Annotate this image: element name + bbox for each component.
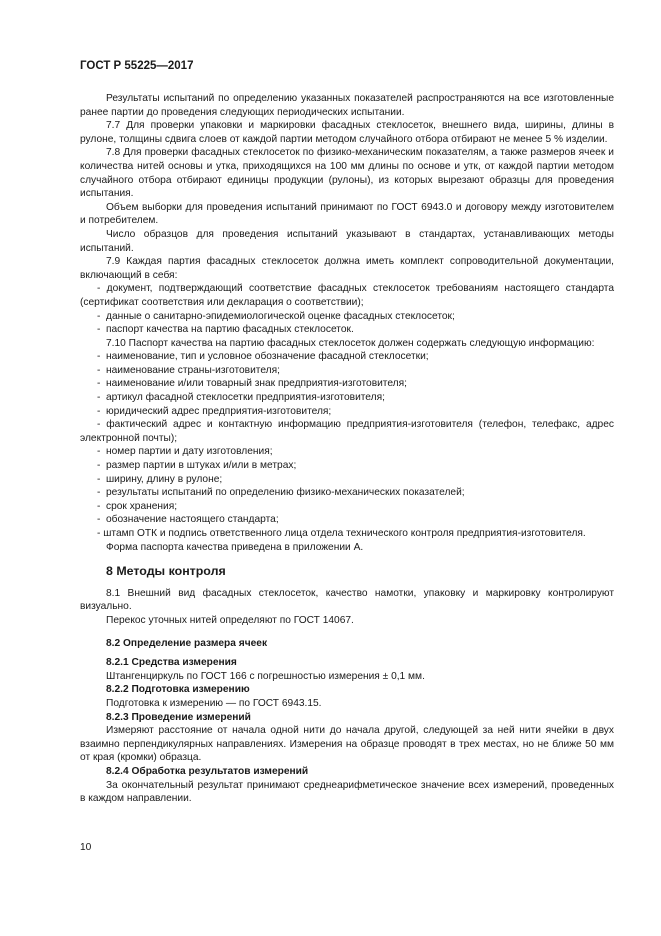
list-item: - размер партии в штуках и/или в метрах; [97,460,297,472]
paragraph: Перекос уточных нитей определяют по ГОСТ 14067. [106,614,354,626]
clause-8-1: 8.1 Внешний вид фасадных стеклосеток, качество намотки, упаковку и маркировку контролируют визуально. [80,587,614,613]
list-item: - результаты испытаний по определению физико-механических показателей; [97,487,465,499]
list-item: - данные о санитарно-эпидемиологической оценке фасадных стеклосеток; [97,310,455,322]
list-item: - паспорт качества на партию фасадных стеклосеток. [97,324,354,336]
paragraph: Объем выборки для проведения испытаний принимают по ГОСТ 6943.0 и договору между изготовителем и потребителем. [80,201,614,227]
clause-7-9: 7.9 Каждая партия фасадных стеклосеток должна иметь комплект сопроводительной документации, включающий в себя: [80,256,614,281]
page-number: 10 [80,842,92,853]
list-item: - наименование, тип и условное обозначение фасадной стеклосетки; [97,351,429,363]
paragraph: Результаты испытаний по определению указанных показателей распространяются на все изготовленные ранее партии до проведения следующих периодических испытании. [80,93,614,118]
list-item: - наименование страны-изготовителя; [97,364,280,376]
clause-7-7: 7.7 Для проверки упаковки и маркировки фасадных стеклосеток, внешнего вида, ширины, длины в рулоне, толщины сдвига слоев от каждой партии методом случайного отбора отбирают не менее 5 % изделии. [80,120,614,145]
clause-7-8: 7.8 Для проверки фасадных стеклосеток по физико-механическим показателям, а также размеров ячеек и количества нитей основы и утка, приходящихся на 100 мм длины по основе и утк, от каждой партии методом случайного отбора отбирают единицы продукции (рулоны), из которых вырезают образцы для проведения испытания. [80,147,614,200]
document-header: ГОСТ Р 55225—2017 [80,60,194,72]
list-item: - документ, подтверждающий соответствие фасадных стеклосеток требованиям настоящего стандарта (сертификат соответствия или декларация о соответствии); [80,283,614,308]
clause-8-2-2-heading: 8.2.2 Подготовка измерению [106,684,250,696]
list-item: - обозначение настоящего стандарта; [97,514,279,526]
clause-8-2-3-heading: 8.2.3 Проведение измерений [106,711,251,723]
clause-8-2-1-heading: 8.2.1 Средства измерения [106,657,237,669]
list-item: - номер партии и дату изготовления; [97,446,273,458]
list-item: - наименование и/или товарный знак предприятия-изготовителя; [97,378,407,390]
list-item: - ширину, длину в рулоне; [97,473,223,485]
list-item: - штамп ОТК и подпись ответственного лица отдела технического контроля предприятия-изготовителя. [97,528,586,539]
paragraph: За окончательный результат принимают среднеарифметическое значение всех измерений, проведенных в каждом направлении. [80,779,614,805]
document-body [80,92,614,806]
clause-8-2-4-heading: 8.2.4 Обработка результатов измерений [106,765,309,777]
section-8-title: 8 Методы контроля [106,564,226,579]
clause-8-2-heading: 8.2 Определение размера ячеек [106,637,268,649]
paragraph: Измеряют расстояние от начала одной нити до начала другой, следующей за ней нити ячейки в двух взаимно перпендикулярных направлениях. Измерения на образце проводят в трех местах, но не ближе 50 мм от края (кромки) образца. [80,725,614,764]
list-item: - фактический адрес и контактную информацию предприятия-изготовителя (телефон, телефакс, адрес электронной почты); [80,419,614,444]
clause-7-10: 7.10 Паспорт качества на партию фасадных стеклосеток должен содержать следующую информацию: [106,337,595,349]
paragraph: Подготовка к измерению — по ГОСТ 6943.15. [106,697,322,709]
list-item: - юридический адрес предприятия-изготовителя; [97,405,332,417]
paragraph: Форма паспорта качества приведена в приложении А. [106,541,364,553]
paragraph: Штангенциркуль по ГОСТ 166 с погрешностью измерения ± 0,1 мм. [106,670,425,682]
paragraph: Число образцов для проведения испытаний указывают в стандартах, устанавливающих методы испытаний. [80,228,614,254]
list-item: - срок хранения; [97,500,178,512]
list-item: - артикул фасадной стеклосетки предприятия-изготовителя; [97,392,385,404]
